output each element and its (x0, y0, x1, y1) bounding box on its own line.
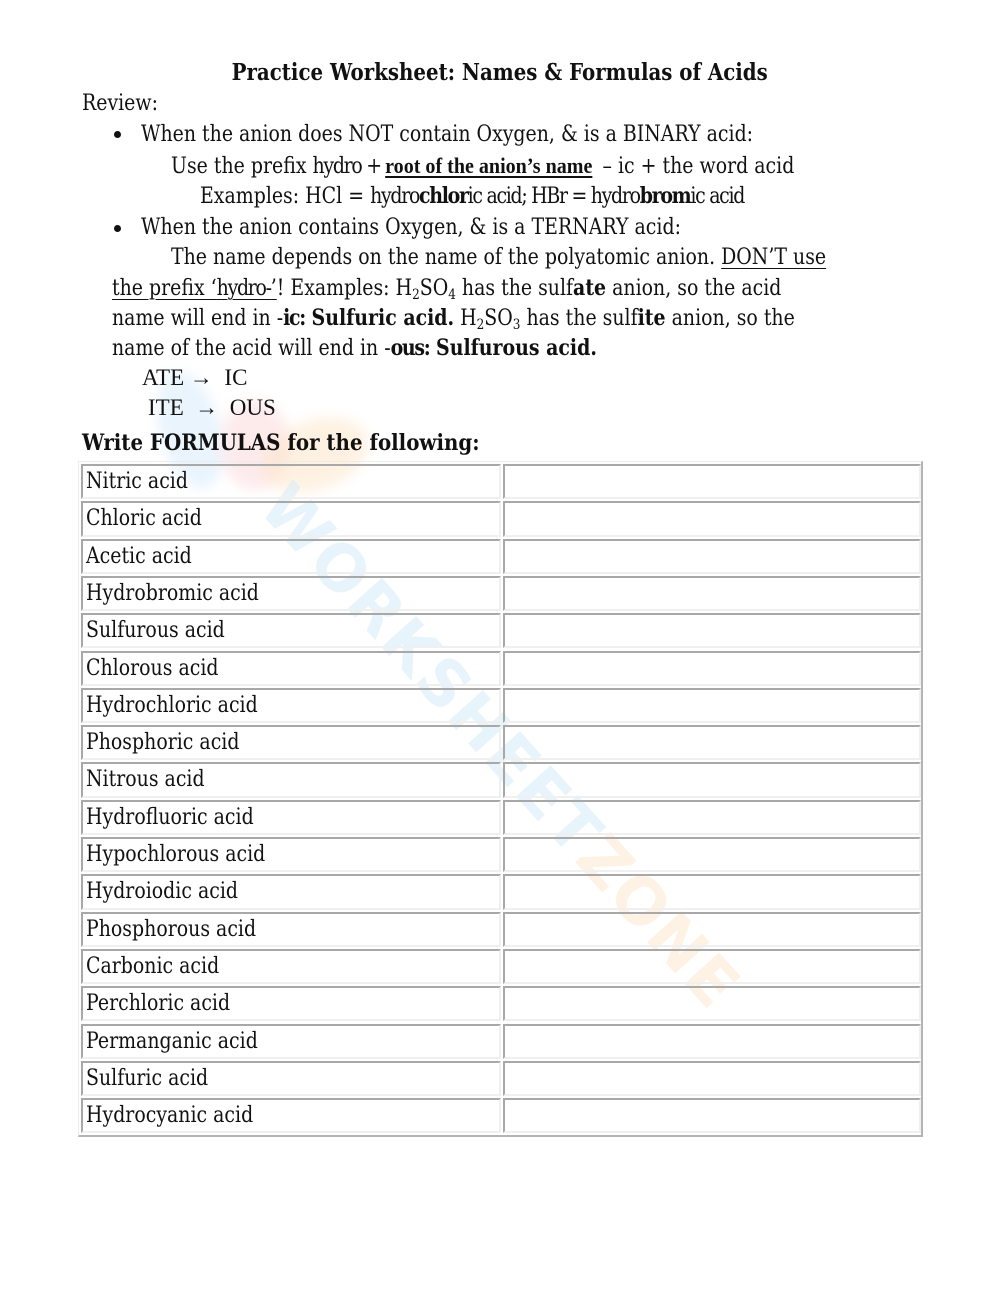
formula-answer-cell[interactable] (503, 986, 921, 1021)
acid-name: Phosphorous acid (86, 916, 257, 942)
table-row (80, 1023, 921, 1060)
acid-name: Hydrofluoric acid (86, 804, 254, 830)
conversion-ite-ous: ITE → OUS (148, 395, 276, 420)
acid-formula-table (78, 461, 923, 1137)
acid-name-cell (81, 688, 501, 723)
table-row (80, 873, 921, 910)
watermark-text: WORKSHEETZONE (245, 470, 755, 1024)
arrow-right-icon: → (189, 365, 213, 390)
formula-answer-cell[interactable] (503, 464, 921, 499)
table-row (80, 799, 921, 836)
acid-name-cell (81, 576, 501, 611)
formula-answer-cell[interactable] (503, 613, 921, 648)
acid-name: Nitrous acid (86, 767, 205, 793)
table-row (80, 575, 921, 612)
acid-name: Chloric acid (86, 506, 202, 532)
acid-name: Chlorous acid (86, 655, 219, 681)
acid-name-cell (81, 874, 501, 909)
table-row (80, 911, 921, 948)
acid-name-cell (81, 949, 501, 984)
acid-name: Nitric acid (86, 469, 188, 494)
acid-name-cell (81, 1024, 501, 1059)
acid-name: Hypochlorous acid (86, 842, 266, 867)
worksheet-title: Practice Worksheet: Names & Formulas of Acids (231, 59, 769, 86)
ternary-rule-line3: name will end in -ic: Sulfuric acid. $H_2SO_3$ has the sulfite anion, so the (112, 305, 795, 333)
ternary-rule-line1: The name depends on the name of the polyatomic anion. DON’T use (171, 245, 827, 270)
formula-answer-cell[interactable] (503, 539, 921, 574)
acid-name: Perchloric acid (86, 991, 231, 1017)
acid-name: Acetic acid (86, 543, 192, 569)
acid-name-cell (81, 986, 501, 1021)
acid-name-cell (81, 912, 501, 947)
formula-answer-cell[interactable] (503, 949, 921, 984)
ternary-rule-heading: When the anion contains Oxygen, & is a TERNARY acid: (141, 215, 681, 240)
acid-name-cell (81, 1061, 501, 1096)
acid-name-cell (81, 501, 501, 536)
formula-answer-cell[interactable] (503, 725, 921, 760)
acid-name-cell (81, 539, 501, 574)
acid-name-cell (81, 837, 501, 872)
table-row (80, 612, 921, 649)
table-row (80, 687, 921, 724)
table-row (80, 463, 921, 500)
ternary-rule-line2: the prefix ‘hydro-’! Examples: $H_2SO_4$ has the sulfate anion, so the acid (112, 275, 782, 303)
formula-answer-cell[interactable] (503, 576, 921, 611)
arrow-right-icon: → (195, 395, 219, 420)
acid-name: Hydroiodic acid (86, 879, 238, 905)
table-row (80, 724, 921, 761)
acid-name: Phosphoric acid (86, 730, 240, 756)
acid-name: Carbonic acid (86, 953, 220, 979)
acid-name-cell (81, 762, 501, 797)
acid-name: Hydrobromic acid (86, 580, 259, 606)
conversion-ate-ic: ATE → IC (142, 365, 248, 390)
formula-answer-cell[interactable] (503, 688, 921, 723)
table-row (80, 650, 921, 687)
acid-name: Permanganic acid (86, 1028, 258, 1054)
table-row (80, 1060, 921, 1097)
formula-answer-cell[interactable] (503, 651, 921, 686)
formula-answer-cell[interactable] (503, 837, 921, 872)
acid-name: Hydrocyanic acid (86, 1103, 254, 1129)
exercise-heading: Write FORMULAS for the following: (82, 430, 480, 456)
table-row (80, 538, 921, 575)
formula-answer-cell[interactable] (503, 800, 921, 835)
bullet-icon (114, 131, 121, 138)
table-row (80, 948, 921, 985)
binary-rule-heading: When the anion does NOT contain Oxygen, & is a BINARY acid: (141, 122, 754, 147)
acid-name-cell (81, 725, 501, 760)
acid-name: Sulfurous acid (86, 618, 225, 644)
review-label: Review: (82, 91, 158, 116)
formula-answer-cell[interactable] (503, 874, 921, 909)
acid-name-cell (81, 1098, 501, 1133)
bullet-icon (114, 225, 121, 232)
formula-answer-cell[interactable] (503, 1061, 921, 1096)
formula-answer-cell[interactable] (503, 1098, 921, 1133)
acid-name-cell (81, 464, 501, 499)
formula-answer-cell[interactable] (503, 912, 921, 947)
formula-answer-cell[interactable] (503, 1024, 921, 1059)
acid-name: Hydrochloric acid (86, 692, 258, 718)
table-row (80, 761, 921, 798)
binary-rule-text: Use the prefix hydro + root of the anion’s name – ic + the word acid (171, 153, 795, 179)
formula-answer-cell[interactable] (503, 501, 921, 536)
table-row (80, 836, 921, 873)
acid-name-cell (81, 651, 501, 686)
binary-examples: Examples: HCl = hydrochloric acid; HBr = hydrobromic acid (200, 183, 745, 209)
acid-name-cell (81, 800, 501, 835)
acid-name-cell (81, 613, 501, 648)
ternary-rule-line4: name of the acid will end in -ous: Sulfurous acid. (112, 335, 597, 361)
table-row (80, 985, 921, 1022)
table-row (80, 500, 921, 537)
table-row (80, 1097, 921, 1134)
formula-answer-cell[interactable] (503, 762, 921, 797)
acid-name: Sulfuric acid (86, 1065, 209, 1091)
